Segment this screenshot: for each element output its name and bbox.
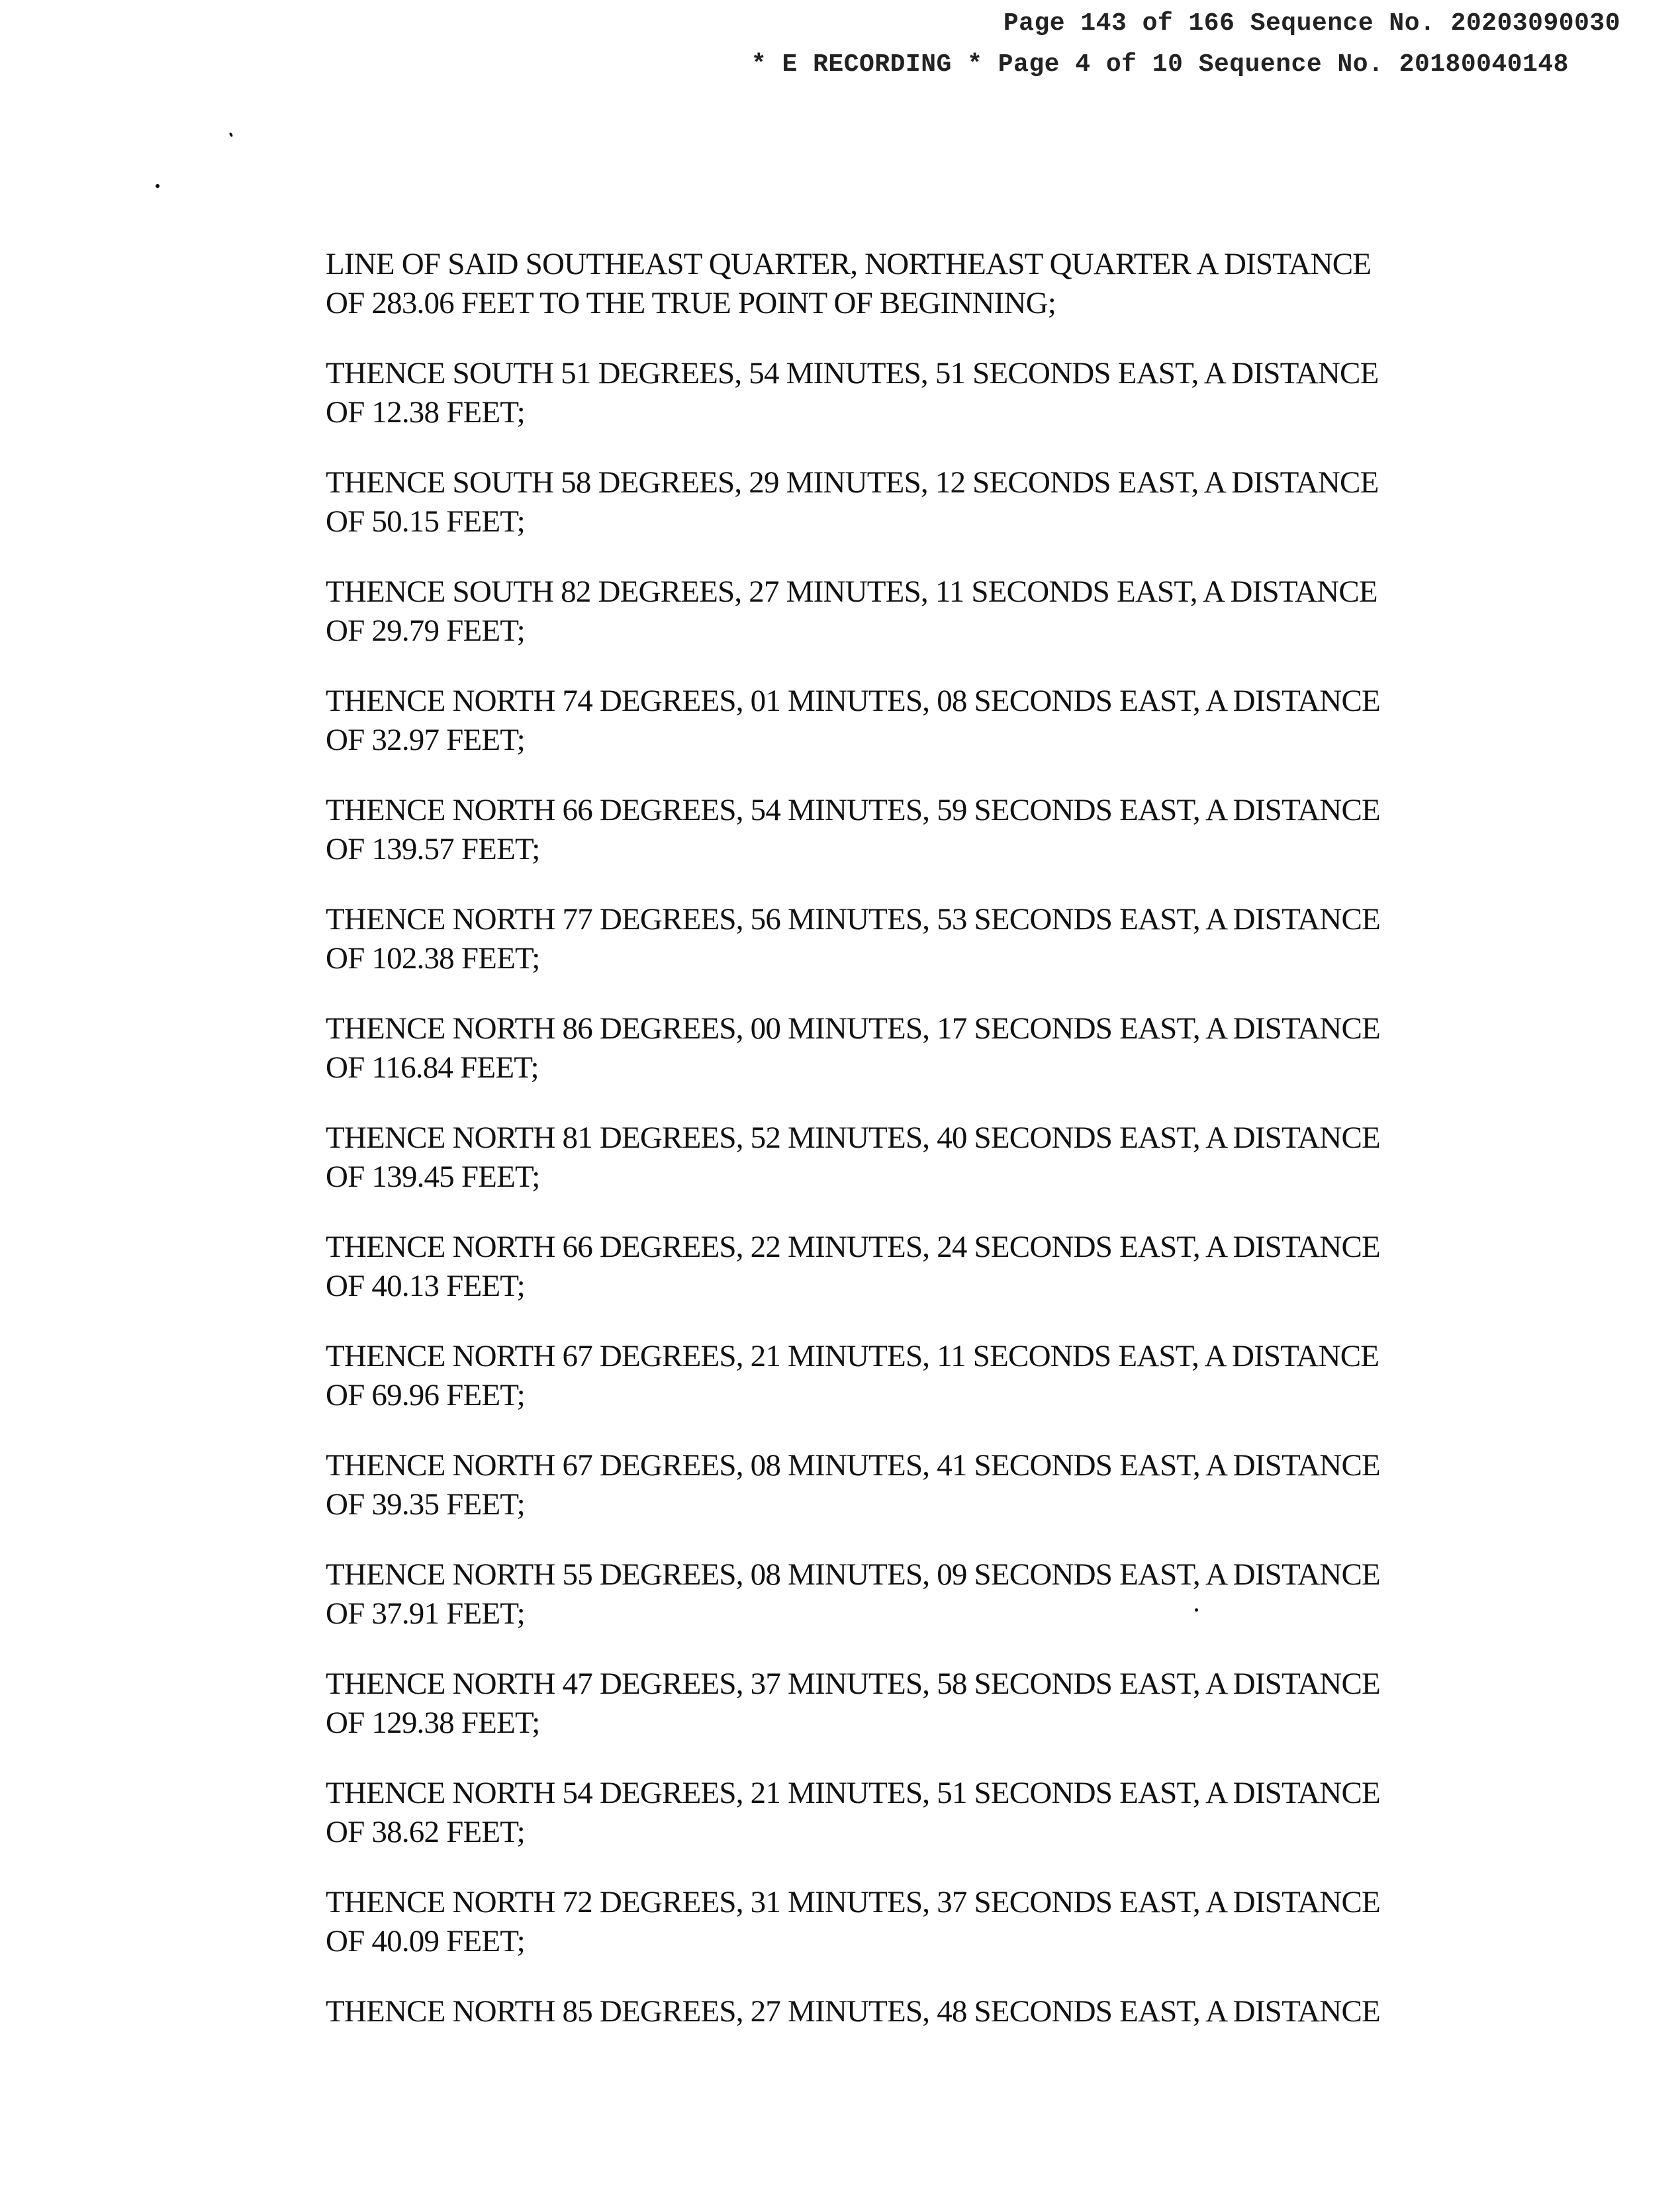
- recording-stamp-secondary: * E RECORDING * Page 4 of 10 Sequence No. 20180040148: [751, 50, 1569, 79]
- description-paragraph: THENCE NORTH 86 DEGREES, 00 MINUTES, 17 SECONDS EAST, A DISTANCE OF 116.84 FEET;: [326, 1011, 1380, 1085]
- description-paragraph: THENCE NORTH 55 DEGREES, 08 MINUTES, 09 SECONDS EAST, A DISTANCE OF 37.91 FEET;: [326, 1557, 1380, 1631]
- description-paragraph: THENCE SOUTH 51 DEGREES, 54 MINUTES, 51 SECONDS EAST, A DISTANCE OF 12.38 FEET;: [326, 356, 1379, 430]
- legal-description: [326, 245, 1464, 2062]
- description-paragraph: THENCE NORTH 85 DEGREES, 27 MINUTES, 48 SECONDS EAST, A DISTANCE: [326, 1994, 1380, 2029]
- description-paragraph: THENCE NORTH 67 DEGREES, 08 MINUTES, 41 SECONDS EAST, A DISTANCE OF 39.35 FEET;: [326, 1448, 1380, 1522]
- description-paragraph: THENCE NORTH 67 DEGREES, 21 MINUTES, 11 SECONDS EAST, A DISTANCE OF 69.96 FEET;: [326, 1339, 1379, 1412]
- description-paragraph: THENCE NORTH 81 DEGREES, 52 MINUTES, 40 SECONDS EAST, A DISTANCE OF 139.45 FEET;: [326, 1121, 1380, 1194]
- description-paragraph: THENCE NORTH 72 DEGREES, 31 MINUTES, 37 SECONDS EAST, A DISTANCE OF 40.09 FEET;: [326, 1885, 1380, 1958]
- description-paragraph: LINE OF SAID SOUTHEAST QUARTER, NORTHEAST QUARTER A DISTANCE OF 283.06 FEET TO THE TRUE POINT OF BEGINNING;: [326, 247, 1372, 320]
- description-paragraph: THENCE NORTH 66 DEGREES, 22 MINUTES, 24 SECONDS EAST, A DISTANCE OF 40.13 FEET;: [326, 1230, 1380, 1303]
- description-paragraph: THENCE NORTH 47 DEGREES, 37 MINUTES, 58 SECONDS EAST, A DISTANCE OF 129.38 FEET;: [326, 1667, 1380, 1740]
- description-paragraph: THENCE SOUTH 82 DEGREES, 27 MINUTES, 11 SECONDS EAST, A DISTANCE OF 29.79 FEET;: [326, 574, 1377, 648]
- description-paragraph: THENCE NORTH 54 DEGREES, 21 MINUTES, 51 SECONDS EAST, A DISTANCE OF 38.62 FEET;: [326, 1776, 1380, 1849]
- description-paragraph: THENCE SOUTH 58 DEGREES, 29 MINUTES, 12 SECONDS EAST, A DISTANCE OF 50.15 FEET;: [326, 465, 1379, 539]
- scan-speck: [229, 132, 234, 137]
- recording-stamp-primary: Page 143 of 166 Sequence No. 20203090030: [1003, 9, 1620, 38]
- description-paragraph: THENCE NORTH 77 DEGREES, 56 MINUTES, 53 SECONDS EAST, A DISTANCE OF 102.38 FEET;: [326, 902, 1380, 976]
- scan-speck: [156, 184, 160, 188]
- description-paragraph: THENCE NORTH 66 DEGREES, 54 MINUTES, 59 SECONDS EAST, A DISTANCE OF 139.57 FEET;: [326, 793, 1380, 866]
- description-paragraph: THENCE NORTH 74 DEGREES, 01 MINUTES, 08 SECONDS EAST, A DISTANCE OF 32.97 FEET;: [326, 684, 1380, 757]
